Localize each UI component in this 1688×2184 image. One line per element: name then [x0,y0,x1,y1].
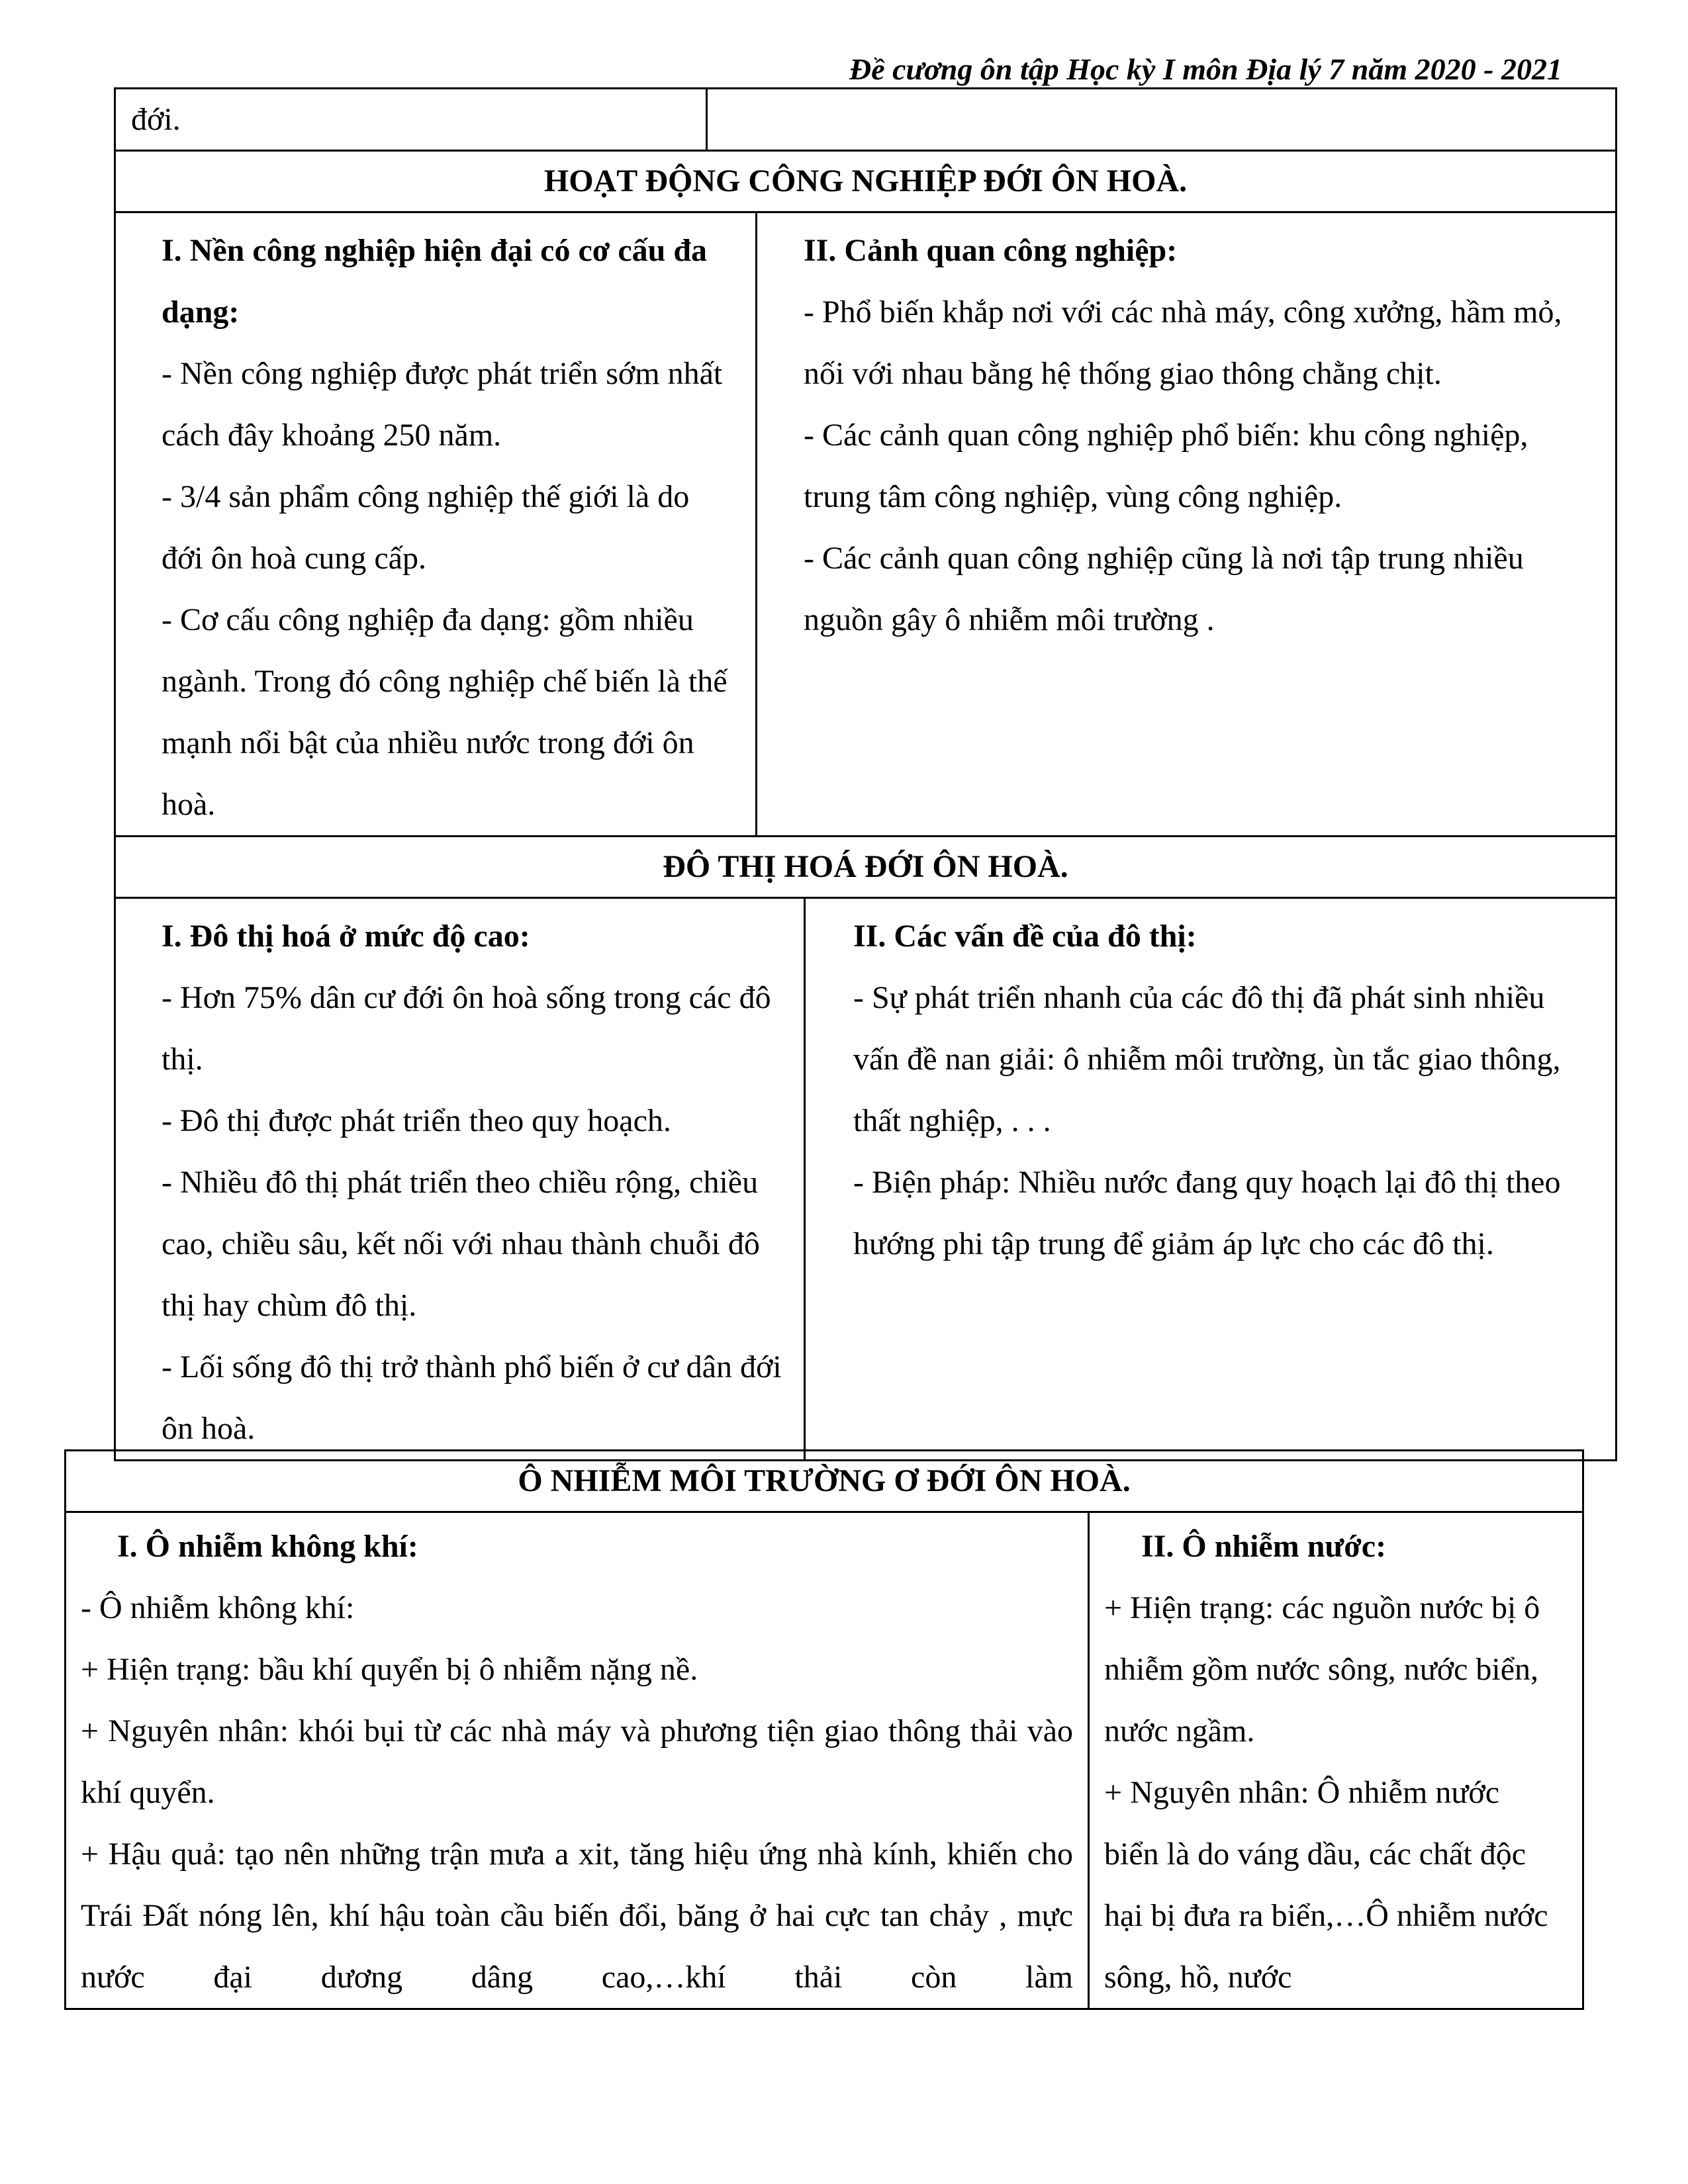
industry-left-cell [115,212,757,837]
industry-left-line: - 3/4 sản phẩm công nghiệp thế giới là do đới ôn hoà cung cấp. [162,479,690,576]
urban-right-heading: II. Các vấn đề của đô thị: [853,919,1197,954]
urban-content-row [115,898,1617,1461]
urban-left-cell [115,898,805,1461]
industry-content-row [115,212,1617,837]
air-pollution-line: + Hậu quả: tạo nên những trận mưa a xit, tăng hiệu ứng nhà kính, khiến cho Trái Đất nóng lên, khí hậu toàn cầu biến đổi, băng ở hai cực tan chảy , mực nước đại dương dâng cao,…khí thải còn làm [81,1837,1073,1995]
urban-left-line: - Hơn 75% dân cư đới ôn hoà sống trong các đô thị. [162,980,771,1077]
air-pollution-line: + Nguyên nhân: khói bụi từ các nhà máy và phương tiện giao thông thải vào khí quyển. [81,1713,1073,1810]
industry-right-heading: II. Cảnh quan công nghiệp: [804,233,1178,268]
urban-left-line: - Đô thị được phát triển theo quy hoạch. [162,1103,671,1138]
air-pollution-cell [66,1512,1089,2009]
industry-title-row [115,151,1617,212]
air-pollution-line: - Ô nhiễm không khí: [81,1590,355,1625]
industry-right-line: - Phổ biến khắp nơi với các nhà máy, công xưởng, hầm mỏ, nối với nhau bằng hệ thống giao thông chằng chịt. [804,295,1562,391]
fragment-row [115,89,1617,151]
industry-right-line: - Các cảnh quan công nghiệp cũng là nơi tập trung nhiều nguồn gây ô nhiễm môi trường . [804,541,1524,637]
air-pollution-line: + Hiện trạng: bầu khí quyển bị ô nhiễm nặng nề. [81,1652,698,1687]
document-header-title: Đề cương ôn tập Học kỳ I môn Địa lý 7 năm 2020 - 2021 [849,52,1562,86]
pollution-title-row [66,1451,1583,1512]
urban-title-row [115,837,1617,898]
industry-right-cell [757,212,1617,837]
urban-left-line: - Nhiều đô thị phát triển theo chiều rộng, chiều cao, chiều sâu, kết nối với nhau thành chuỗi đô thị hay chùm đô thị. [162,1165,760,1323]
urban-left-heading: I. Đô thị hoá ở mức độ cao: [162,919,530,954]
urban-right-line: - Biện pháp: Nhiều nước đang quy hoạch lại đô thị theo hướng phi tập trung để giảm áp lực cho các đô thị. [853,1165,1561,1261]
industry-left-line: - Nền công nghiệp được phát triển sớm nhất cách đây khoảng 250 năm. [162,356,723,453]
water-pollution-cell [1089,1512,1583,2009]
fragment-right-cell [707,89,1617,151]
water-pollution-line: + Nguyên nhân: Ô nhiễm nước biển là do váng dầu, các chất độc hại bị đưa ra biển,…Ô nhiễm nước sông, hồ, nước [1104,1775,1548,1995]
air-pollution-heading: I. Ô nhiễm không khí: [117,1529,418,1564]
urban-section-title: ĐÔ THỊ HOÁ ĐỚI ÔN HOÀ. [115,837,1617,898]
fragment-text: đới. [131,101,181,137]
urban-right-cell [805,898,1617,1461]
fragment-left-cell [115,89,707,151]
top-outline-table [114,87,1617,1461]
urban-right-line: - Sự phát triển nhanh của các đô thị đã phát sinh nhiều vấn đề nan giải: ô nhiễm môi trường, ùn tắc giao thông, thất nghiệp, . . . [853,980,1561,1138]
pollution-section-title: Ô NHIỄM MÔI TRƯỜNG Ơ ĐỚI ÔN HOÀ. [66,1451,1583,1512]
industry-right-line: - Các cảnh quan công nghiệp phổ biến: khu công nghiệp, trung tâm công nghiệp, vùng công nghiệp. [804,418,1528,514]
industry-section-title: HOẠT ĐỘNG CÔNG NGHIỆP ĐỚI ÔN HOÀ. [115,151,1617,212]
industry-left-heading: I. Nền công nghiệp hiện đại có cơ cấu đa dạng: [162,233,708,330]
pollution-content-row [66,1512,1583,2009]
urban-left-line: - Lối sống đô thị trở thành phổ biến ở cư dân đới ôn hoà. [162,1349,782,1446]
water-pollution-heading: II. Ô nhiễm nước: [1141,1529,1387,1564]
water-pollution-line: + Hiện trạng: các nguồn nước bị ô nhiễm gồm nước sông, nước biển, nước ngầm. [1104,1590,1540,1749]
industry-left-line: - Cơ cấu công nghiệp đa dạng: gồm nhiều ngành. Trong đó công nghiệp chế biến là thế mạnh nổi bật của nhiều nước trong đới ôn hoà. [162,602,727,822]
pollution-table [64,1449,1584,2010]
